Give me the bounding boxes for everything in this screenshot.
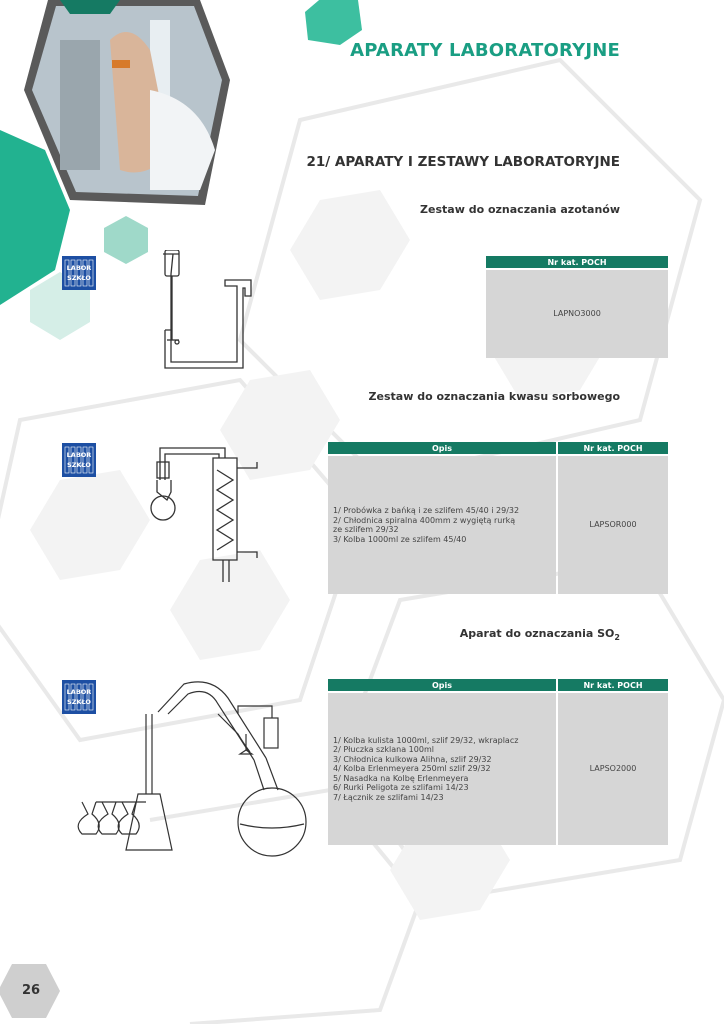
catalog-number: LAPNO3000: [486, 270, 668, 358]
so2-apparatus-drawing: [68, 674, 313, 864]
description-line: 6/ Rurki Peligota ze szlifami 14/23: [333, 783, 469, 793]
teal-hexagon-small: [104, 216, 148, 264]
description-line: 1/ Probówka z bańką i ze szlifem 45/40 i 29/32: [333, 506, 520, 515]
description-cell: [328, 456, 556, 594]
description-line: ze szlifem 29/32: [333, 525, 399, 534]
section-title: 21/ APARATY I ZESTAWY LABORATORYJNE: [306, 154, 620, 170]
page-number: 26: [22, 983, 41, 998]
description-line: 3/ Kolba 1000ml ze szlifem 45/40: [333, 534, 467, 544]
teal-corner-top: [60, 0, 120, 14]
svg-text:SZKŁO: SZKŁO: [67, 461, 91, 469]
description-line: 7/ Łącznik ze szlifami 14/23: [333, 792, 444, 802]
description-line: 5/ Nasadka na Kolbę Erlenmeyera: [333, 773, 469, 783]
description-header: Opis: [328, 679, 556, 691]
description-cell: [328, 693, 556, 845]
catalog-number-header: Nr kat. POCH: [558, 679, 668, 691]
svg-text:LABOR: LABOR: [66, 688, 92, 696]
description-line: 2/ Płuczka szklana 100ml: [333, 745, 434, 755]
catalog-number-header: Nr kat. POCH: [486, 256, 668, 268]
svg-text:SZKŁO: SZKŁO: [67, 698, 91, 706]
catalog-number-header: Nr kat. POCH: [558, 442, 668, 454]
so2-catalog-table: [326, 677, 670, 847]
svg-text:LABOR: LABOR: [66, 264, 92, 272]
description-header: Opis: [328, 442, 556, 454]
set-title-so2: [460, 627, 620, 642]
set-title-sorbic-acid: Zestaw do oznaczania kwasu sorbowego: [368, 390, 620, 403]
description-line: 3/ Chłodnica kulkowa Alihna, szlif 29/32: [333, 754, 492, 764]
nitrates-catalog-table: [484, 254, 670, 360]
sorbic-acid-catalog-table: [326, 440, 670, 596]
sorbic-acid-apparatus-drawing: [145, 440, 270, 590]
set-title-so2-main: Aparat do oznaczania SO: [459, 627, 615, 640]
nitrates-apparatus-drawing: [155, 250, 260, 370]
set-title-so2-subscript: 2: [614, 633, 620, 643]
teal-hexagon-top: [305, 0, 362, 45]
svg-text:SZKŁO: SZKŁO: [67, 274, 91, 282]
catalog-number: LAPSOR000: [558, 456, 668, 594]
svg-text:LABOR: LABOR: [66, 451, 92, 459]
page-title: APARATY LABORATORYJNE: [350, 40, 620, 61]
set-title-nitrates: Zestaw do oznaczania azotanów: [420, 203, 620, 216]
catalog-number: LAPSO2000: [558, 693, 668, 845]
description-line: 1/ Kolba kulista 1000ml, szlif 29/32, wkraplacz: [333, 735, 519, 745]
labor-szklo-logo: [62, 256, 96, 290]
labor-szklo-logo: [62, 443, 96, 477]
description-line: 2/ Chłodnica spiralna 400mm z wygiętą rurką: [333, 515, 516, 525]
description-line: 4/ Kolba Erlenmeyera 250ml szlif 29/32: [333, 764, 491, 774]
